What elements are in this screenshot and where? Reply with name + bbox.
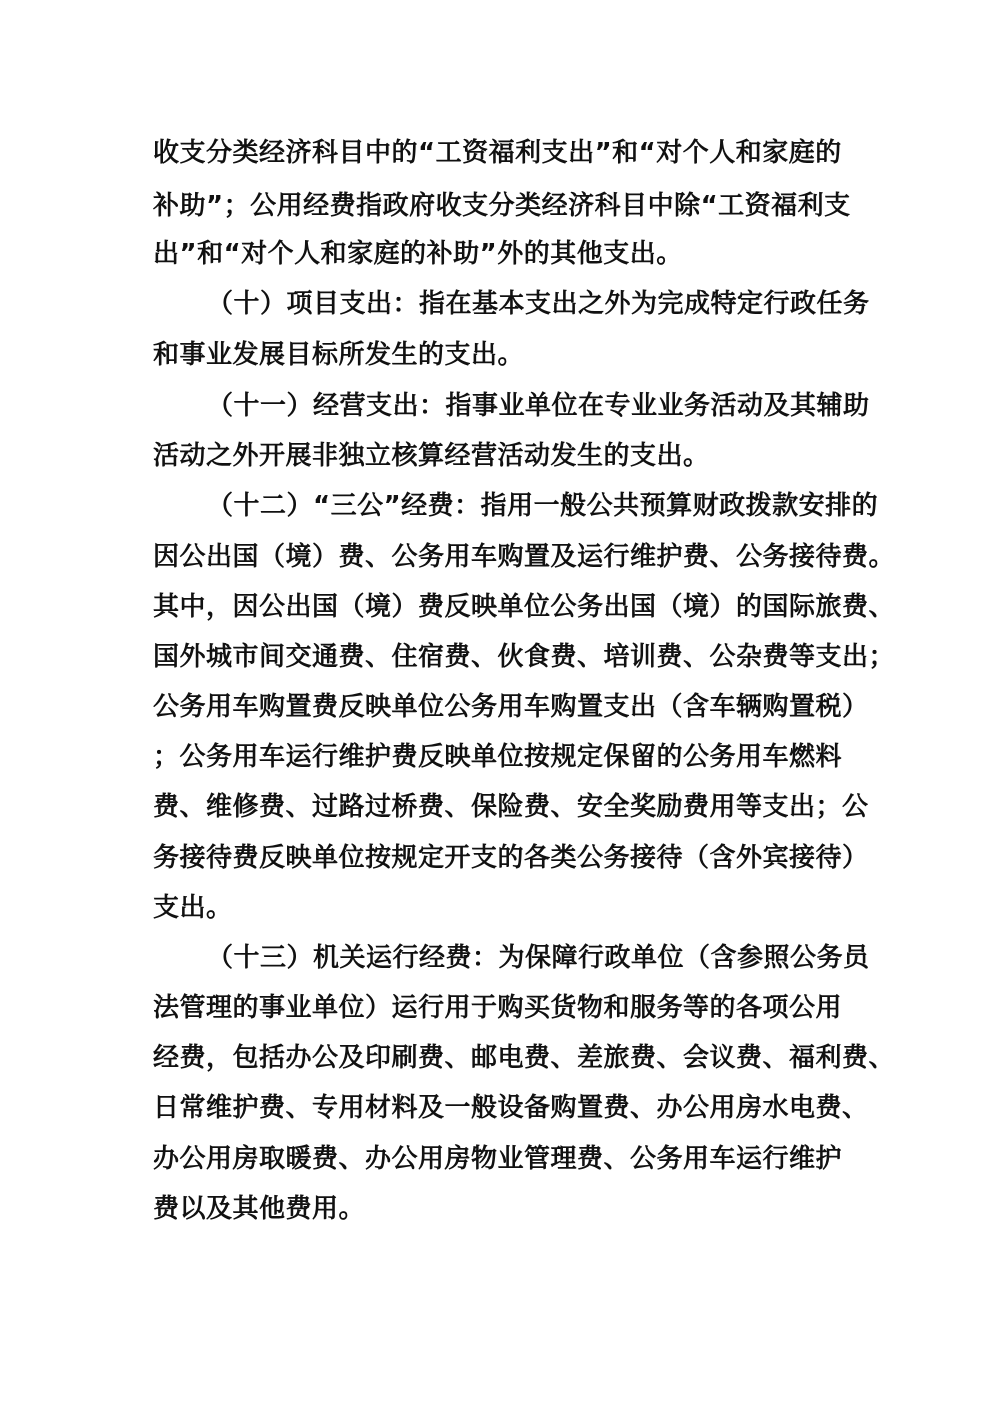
text-line: ；公务用车运行维护费反映单位按规定保留的公务用车燃料 (153, 742, 843, 772)
text-line: 出”和“对个人和家庭的补助”外的其他支出。 (153, 239, 683, 269)
text-line: 国外城市间交通费、住宿费、伙食费、培训费、公杂费等支出； (153, 642, 896, 672)
text-line: 补助”；公用经费指政府收支分类经济科目中除“工资福利支 (153, 191, 851, 221)
text-line: 费以及其他费用。 (153, 1194, 366, 1224)
text-line: 经费，包括办公及印刷费、邮电费、差旅费、会议费、福利费、 (153, 1043, 896, 1073)
text-line: 费、维修费、过路过桥费、保险费、安全奖励费用等支出；公 (153, 792, 869, 822)
text-line: 务接待费反映单位按规定开支的各类公务接待（含外宾接待） (153, 843, 869, 873)
text-line: 支出。 (153, 893, 233, 923)
text-line: 法管理的事业单位）运行用于购买货物和服务等的各项公用 (153, 993, 843, 1023)
text-line: 办公用房取暖费、办公用房物业管理费、公务用车运行维护 (153, 1144, 843, 1174)
text-line: 收支分类经济科目中的“工资福利支出”和“对个人和家庭的 (153, 138, 842, 168)
paragraph-first-line: （十三）机关运行经费：为保障行政单位（含参照公务员 (207, 943, 870, 973)
paragraph-first-line: （十一）经营支出：指事业单位在专业业务活动及其辅助 (207, 391, 870, 421)
text-line: 公务用车购置费反映单位公务用车购置支出（含车辆购置税） (153, 692, 869, 722)
text-line: 日常维护费、专用材料及一般设备购置费、办公用房水电费、 (153, 1093, 869, 1123)
paragraph-first-line: （十二）“三公”经费：指用一般公共预算财政拨款安排的 (207, 491, 879, 521)
text-line: 和事业发展目标所发生的支出。 (153, 340, 525, 370)
text-line: 其中，因公出国（境）费反映单位公务出国（境）的国际旅费、 (153, 592, 896, 622)
paragraph-first-line: （十）项目支出：指在基本支出之外为完成特定行政任务 (207, 289, 870, 319)
text-line: 活动之外开展非独立核算经营活动发生的支出。 (153, 441, 710, 471)
text-line: 因公出国（境）费、公务用车购置及运行维护费、公务接待费。 (153, 542, 896, 572)
